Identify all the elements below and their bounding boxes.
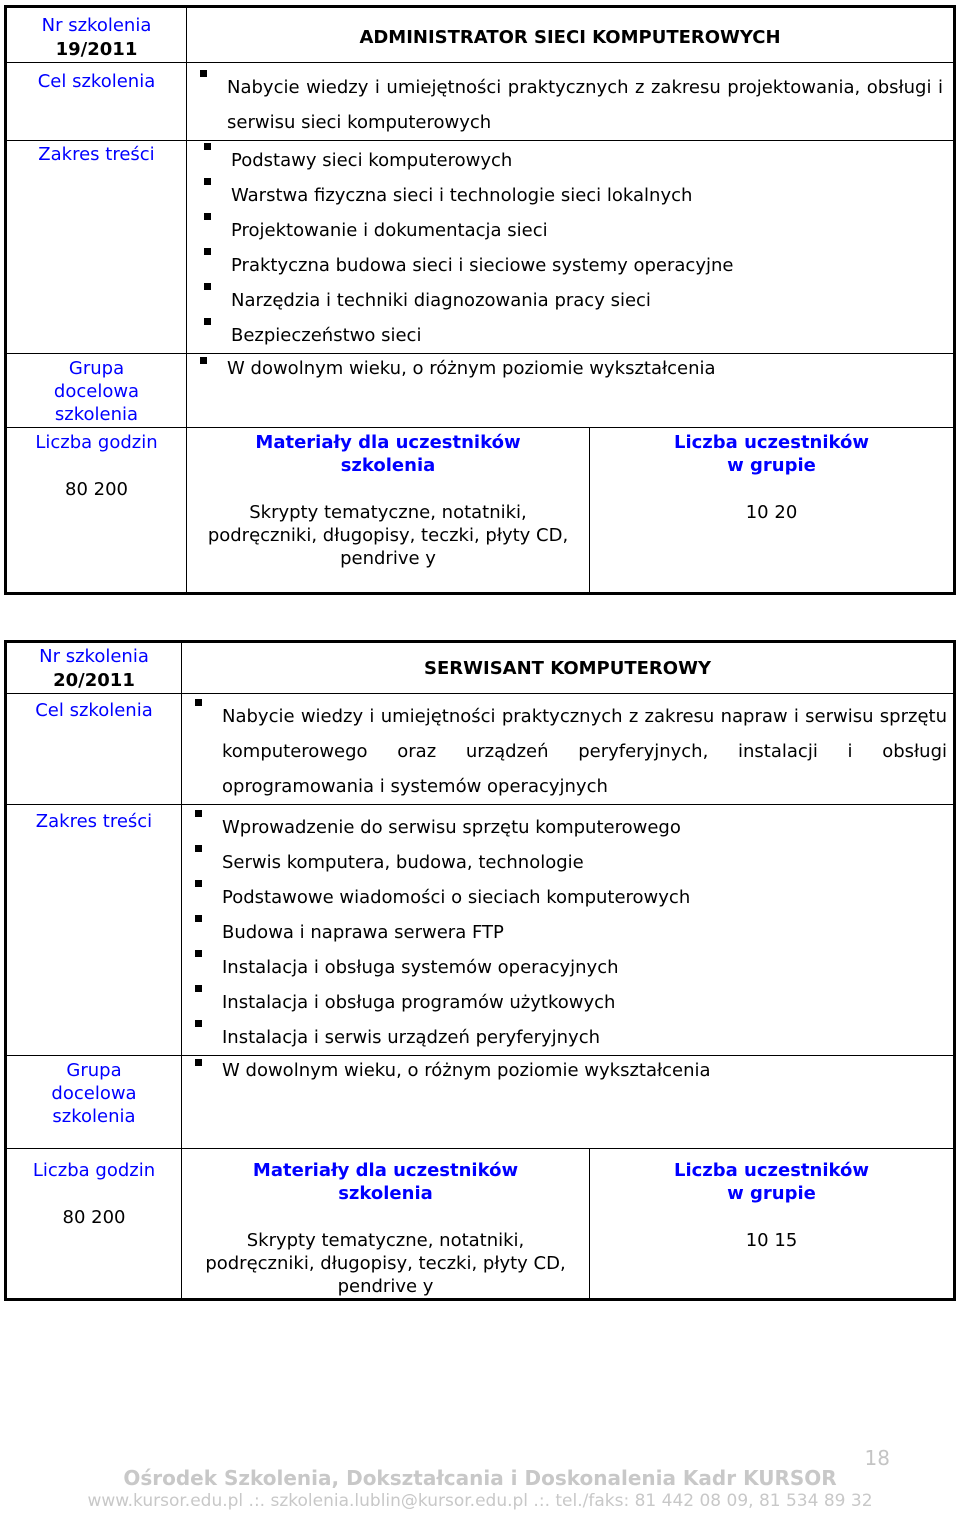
participants-value: 10 20 — [745, 502, 798, 523]
target-group-row — [6, 354, 955, 428]
details-row — [6, 1149, 955, 1300]
materials-value: Skrypty tematyczne, notatniki, podręczniki, długopisy, teczki, płyty CD, pendrive y — [205, 1230, 566, 1297]
goal-label: Cel szkolenia — [6, 694, 182, 805]
scope-item: Serwis komputera, budowa, technologie — [182, 845, 953, 880]
hours-label: Liczba godzin — [35, 432, 158, 453]
target-group-label: Grupa docelowa szkolenia — [6, 1056, 182, 1149]
scope-row — [6, 805, 955, 1056]
scope-item: Praktyczna budowa sieci i sieciowe systemy operacyjne — [191, 248, 953, 283]
scope-item: Bezpieczeństwo sieci — [191, 318, 953, 353]
course-header-row — [6, 642, 955, 694]
footer-organization: Ośrodek Szkolenia, Dokształcania i Doskonalenia Kadr KURSOR — [123, 1466, 837, 1490]
materials-label: Materiały dla uczestników szkolenia — [252, 1160, 519, 1204]
materials-value: Skrypty tematyczne, notatniki, podręczniki, długopisy, teczki, płyty CD, pendrive y — [207, 502, 569, 569]
hours-label: Liczba godzin — [32, 1160, 156, 1181]
materials-label: Materiały dla uczestników szkolenia — [255, 432, 521, 476]
scope-item: Instalacja i serwis urządzeń peryferyjnych — [182, 1020, 953, 1055]
scope-row — [6, 141, 955, 354]
participants-value: 10 15 — [745, 1230, 798, 1251]
scope-item: Projektowanie i dokumentacja sieci — [191, 213, 953, 248]
target-group-row — [6, 1056, 955, 1149]
target-group-text: W dowolnym wieku, o różnym poziomie wykształcenia — [187, 357, 953, 380]
participants-label: Liczba uczestników w grupie — [673, 432, 870, 476]
course-title: SERWISANT KOMPUTEROWY — [182, 642, 955, 694]
target-group-text: W dowolnym wieku, o różnym poziomie wykształcenia — [182, 1059, 953, 1082]
details-row — [6, 428, 955, 594]
scope-item: Instalacja i obsługa programów użytkowych — [182, 985, 953, 1020]
goal-row — [6, 63, 955, 141]
hours-value: 80 200 — [62, 1207, 126, 1228]
hours-value: 80 200 — [65, 479, 128, 500]
goal-text: Nabycie wiedzy i umiejętności praktycznych z zakresu napraw i serwisu sprzętu komputerowego oraz urządzeń peryferyjnych, instalacji i obsługi oprogramowania i systemów operacyjnych — [182, 699, 947, 804]
course-number-label: Nr szkolenia — [39, 646, 149, 667]
footer-contact: www.kursor.edu.pl .:. szkolenia.lublin@kursor.edu.pl .:. tel./faks: 81 442 08 09, 81 534 89 32 — [87, 1491, 873, 1511]
target-group-label: Grupa docelowa szkolenia — [6, 354, 187, 428]
goal-row — [6, 694, 955, 805]
scope-item: Podstawowe wiadomości o sieciach komputerowych — [182, 880, 953, 915]
scope-label: Zakres treści — [6, 805, 182, 1056]
scope-item: Podstawy sieci komputerowych — [191, 143, 953, 178]
scope-item: Instalacja i obsługa systemów operacyjnych — [182, 950, 953, 985]
course-title: ADMINISTRATOR SIECI KOMPUTEROWYCH — [187, 7, 955, 63]
course-header-row — [6, 7, 955, 63]
scope-label: Zakres treści — [6, 141, 187, 354]
course-table-19 — [4, 5, 956, 595]
goal-text: Nabycie wiedzy i umiejętności praktycznych z zakresu projektowania, obsługi i serwisu sieci komputerowych — [187, 70, 943, 140]
course-number-label: Nr szkolenia — [41, 15, 152, 36]
course-table-20 — [4, 640, 956, 1301]
page-number: 18 — [864, 1446, 890, 1470]
scope-item: Warstwa fizyczna sieci i technologie sieci lokalnych — [191, 178, 953, 213]
scope-item: Wprowadzenie do serwisu sprzętu komputerowego — [182, 810, 953, 845]
goal-label: Cel szkolenia — [6, 63, 187, 141]
course-number-value: 19/2011 — [55, 39, 138, 60]
course-number-value: 20/2011 — [53, 670, 135, 691]
scope-item: Narzędzia i techniki diagnozowania pracy sieci — [191, 283, 953, 318]
participants-label: Liczba uczestników w grupie — [673, 1160, 870, 1204]
scope-item: Budowa i naprawa serwera FTP — [182, 915, 953, 950]
